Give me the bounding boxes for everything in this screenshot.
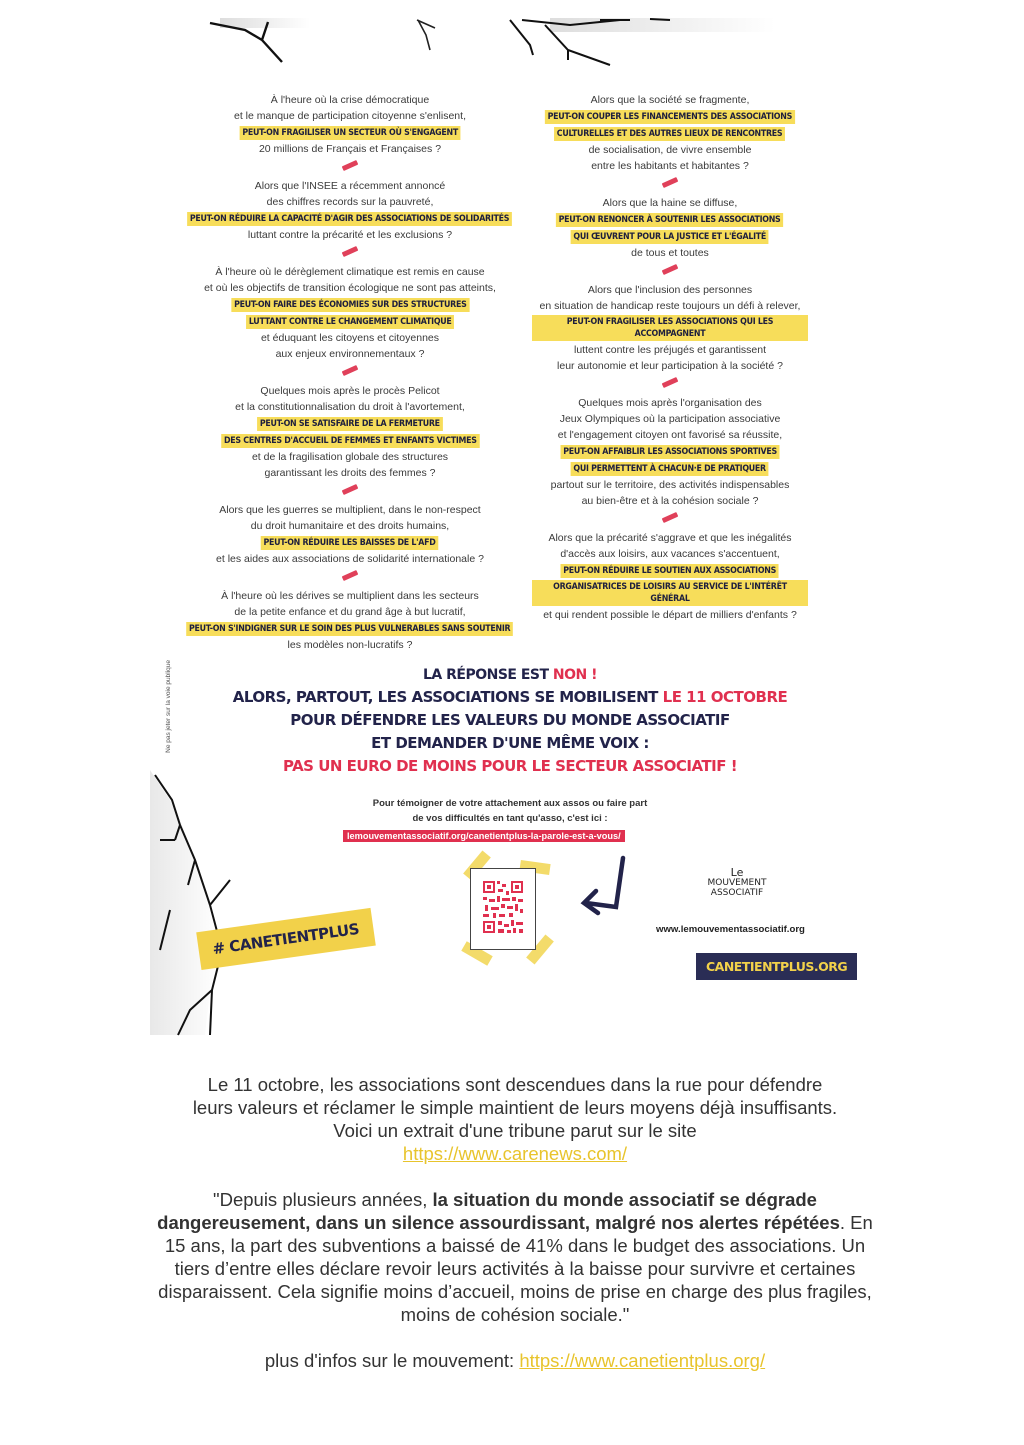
- highlight-text: QUI ŒUVRENT POUR LA JUSTICE ET L'ÉGALITÉ: [571, 230, 769, 244]
- site-url[interactable]: www.lemouvementassociatif.org: [656, 924, 805, 935]
- question-text-line: et qui rendent possible le départ de milliers d'enfants ?: [543, 609, 797, 621]
- qr-code[interactable]: [470, 868, 536, 950]
- separator-dash: [342, 246, 359, 257]
- question-text-line: en situation de handicap reste toujours un défi à relever,: [539, 300, 801, 312]
- highlight-line: [520, 108, 820, 125]
- highlight-text: QUI PERMETTENT À CHACUN·E DE PRATIQUER: [571, 462, 769, 476]
- canetientplus-link[interactable]: https://www.canetientplus.org/: [519, 1350, 766, 1371]
- highlight-text: PEUT-ON FRAGILISER UN SECTEUR OÙ S'ENGAGENT: [239, 126, 460, 140]
- separator-dash: [662, 377, 679, 388]
- question-text-line: Jeux Olympiques où la participation associative: [559, 413, 781, 425]
- right-column: [520, 92, 820, 623]
- highlight-text: CULTURELLES ET DES AUTRES LIEUX DE RENCONTRES: [554, 127, 785, 141]
- headline-line-5: PAS UN EURO DE MOINS POUR LE SECTEUR ASSOCIATIF !: [282, 757, 738, 775]
- question-text-line: À l'heure où le dérèglement climatique est remis en cause: [215, 266, 485, 278]
- canetientplus-badge[interactable]: CANETIENTPLUS.ORG: [696, 953, 857, 980]
- logo-line-1: Le: [730, 866, 744, 879]
- highlight-line: [520, 211, 820, 228]
- highlight-text: PEUT-ON AFFAIBLIR LES ASSOCIATIONS SPORTIVES: [560, 445, 779, 459]
- highlight-line: [520, 443, 820, 460]
- highlight-line: [520, 562, 820, 579]
- question-text-line: Quelques mois après le procès Pelicot: [260, 385, 440, 397]
- highlight-text: PEUT-ON FAIRE DES ÉCONOMIES SUR DES STRUCTURES: [231, 298, 469, 312]
- question-block: [520, 195, 820, 261]
- question-block: [150, 264, 550, 362]
- question-text-line: 20 millions de Français et Françaises ?: [258, 143, 442, 155]
- crack-decoration-left: [150, 760, 270, 1040]
- question-block: [150, 178, 550, 243]
- question-block: [520, 530, 820, 623]
- question-text-line: garantissant les droits des femmes ?: [264, 467, 436, 479]
- separator-dash: [662, 177, 679, 188]
- question-text-line: entre les habitants et habitantes ?: [591, 160, 749, 172]
- quote-start: "Depuis plusieurs années,: [213, 1189, 433, 1210]
- headline-line-1: LA RÉPONSE EST NON !: [422, 667, 598, 683]
- highlight-line: [150, 534, 550, 551]
- left-column: [150, 92, 550, 653]
- question-text-line: partout sur le territoire, des activités indispensables: [550, 479, 790, 491]
- question-block: [150, 92, 550, 157]
- question-text-line: leur autonomie et leur participation à la société ?: [557, 360, 783, 372]
- separator-dash: [342, 484, 359, 495]
- poster: [150, 0, 850, 1040]
- logo-line-2: MOUVEMENT: [707, 878, 767, 888]
- highlight-line: [150, 296, 550, 313]
- question-text-line: et éduquant les citoyens et citoyennes: [260, 332, 440, 344]
- question-text-line: de la petite enfance et du grand âge à but lucratif,: [234, 606, 466, 618]
- cta-text: [280, 796, 740, 826]
- highlight-text: ORGANISATRICES DE LOISIRS AU SERVICE DE L'INTÉRÊT GÉNÉRAL: [532, 580, 808, 606]
- highlight-line: [520, 460, 820, 477]
- question-block: [520, 92, 820, 174]
- highlight-line: [520, 314, 820, 342]
- separator-dash: [342, 570, 359, 581]
- question-text-line: des chiffres records sur la pauvreté,: [266, 196, 434, 208]
- question-text-line: aux enjeux environnementaux ?: [275, 348, 425, 360]
- question-text-line: Alors que la précarité s'aggrave et que les inégalités: [548, 532, 792, 544]
- separator-dash: [342, 365, 359, 376]
- question-text-line: luttant contre la précarité et les exclusions ?: [247, 229, 453, 241]
- cta-line-2: de vos difficultés en tant qu'asso, c'est ici :: [412, 813, 608, 824]
- intro-line-1: Le 11 octobre, les associations sont descendues dans la rue pour défendre: [207, 1074, 823, 1095]
- qr-code-icon: [471, 869, 535, 949]
- carenews-link[interactable]: https://www.carenews.com/: [402, 1143, 628, 1164]
- highlight-text: PEUT-ON FRAGILISER LES ASSOCIATIONS QUI LES ACCOMPAGNENT: [532, 315, 808, 341]
- highlight-line: [150, 313, 550, 330]
- question-text-line: et où les objectifs de transition écologique ne sont pas atteints,: [204, 282, 496, 294]
- more-info: [140, 1349, 890, 1372]
- more-info-label: plus d'infos sur le mouvement:: [264, 1350, 520, 1371]
- question-text-line: Alors que la société se fragmente,: [590, 94, 750, 106]
- question-block: [150, 502, 550, 567]
- cta-url-link[interactable]: lemouvementassociatif.org/canetientplus-la-parole-est-a-vous/: [343, 830, 625, 842]
- highlight-line: [520, 228, 820, 245]
- separator-dash: [342, 160, 359, 171]
- cta-line-1: Pour témoigner de votre attachement aux assos ou faire part: [372, 798, 648, 809]
- intro-line-3: Voici un extrait d'une tribune parut sur le site: [333, 1120, 697, 1141]
- question-text-line: et l'engagement citoyen ont favorisé sa réussite,: [557, 429, 783, 441]
- question-text-line: À l'heure où les dérives se multiplient dans les secteurs: [221, 590, 479, 602]
- question-text-line: À l'heure où la crise démocratique: [270, 94, 430, 106]
- question-text-line: de tous et toutes: [631, 247, 709, 259]
- question-text-line: les modèles non-lucratifs ?: [287, 639, 413, 651]
- question-text-line: du droit humanitaire et des droits humains,: [250, 520, 450, 532]
- hashtag-sticker: # CANETIENTPLUS: [196, 908, 375, 970]
- highlight-line: [150, 620, 550, 637]
- side-note: Ne pas jeter sur la voie publique: [165, 660, 172, 753]
- highlight-line: [150, 124, 550, 141]
- highlight-text: PEUT-ON RENONCER À SOUTENIR LES ASSOCIATIONS: [556, 213, 783, 227]
- highlight-text: PEUT-ON S'INDIGNER SUR LE SOIN DES PLUS VULNERABLES SANS SOUTENIR: [187, 622, 514, 636]
- logo-line-3: ASSOCIATIF: [710, 888, 764, 898]
- highlight-line: [520, 125, 820, 142]
- highlight-text: LUTTANT CONTRE LE CHANGEMENT CLIMATIQUE: [246, 315, 454, 329]
- question-text-line: au bien-être et à la cohésion sociale ?: [581, 495, 759, 507]
- le-mouvement-associatif-logo: [702, 868, 772, 898]
- highlight-line: [520, 579, 820, 607]
- question-text-line: d'accès aux loisirs, aux vacances s'accentuent,: [560, 548, 780, 560]
- quote-rest: . En 15 ans, la part des subventions a baissé de 41% dans le budget des associations. Un tiers d’entre elles déclare revoir leurs activités à la baisse pour survivre et certaines disparaissent. Cela signifie moins d’accueil, moins de prise en charge des plus fragiles, moins de cohésion sociale.": [158, 1212, 873, 1325]
- highlight-text: PEUT-ON COUPER LES FINANCEMENTS DES ASSOCIATIONS: [545, 110, 795, 124]
- question-text-line: et les aides aux associations de solidarité internationale ?: [216, 553, 484, 565]
- highlight-line: [150, 210, 550, 227]
- highlight-line: [150, 432, 550, 449]
- crack-decoration-top: [150, 0, 790, 70]
- quote-bold: la situation du monde associatif se dégrade dangereusement, dans un silence assourdissant, malgré nos alertes répétées: [157, 1189, 840, 1233]
- separator-dash: [662, 264, 679, 275]
- question-text-line: Alors que l'INSEE a récemment annoncé: [254, 180, 446, 192]
- question-text-line: Alors que les guerres se multiplient, dans le non-respect: [219, 504, 481, 516]
- question-text-line: et de la fragilisation globale des structures: [251, 451, 449, 463]
- highlight-text: PEUT-ON RÉDUIRE LA CAPACITÉ D'AGIR DES ASSOCIATIONS DE SOLIDARITÉS: [188, 212, 513, 226]
- question-block: [520, 395, 820, 509]
- highlight-line: [150, 415, 550, 432]
- highlight-text: PEUT-ON SE SATISFAIRE DE LA FERMETURE: [257, 417, 442, 431]
- headline-line-4: ET DEMANDER D'UNE MÊME VOIX :: [371, 734, 649, 752]
- question-block: [150, 383, 550, 481]
- article-body: [140, 1073, 890, 1372]
- separator-dash: [662, 512, 679, 523]
- headline-line-3: POUR DÉFENDRE LES VALEURS DU MONDE ASSOCIATIF: [290, 711, 730, 729]
- question-text-line: et le manque de participation citoyenne s'enlisent,: [234, 110, 466, 122]
- headline: [230, 664, 790, 778]
- question-text-line: Alors que la haine se diffuse,: [602, 197, 738, 209]
- question-block: [520, 282, 820, 374]
- arrow-icon: [578, 855, 638, 920]
- question-text-line: luttent contre les préjugés et garantissent: [573, 344, 767, 356]
- question-text-line: Quelques mois après l'organisation des: [578, 397, 762, 409]
- intro-line-2: leurs valeurs et réclamer le simple maintient de leurs moyens déjà insuffisants.: [192, 1097, 838, 1118]
- question-text-line: Alors que l'inclusion des personnes: [587, 284, 753, 296]
- question-text-line: de socialisation, de vivre ensemble: [588, 144, 752, 156]
- highlight-text: DES CENTRES D'ACCUEIL DE FEMMES ET ENFANTS VICTIMES: [221, 434, 479, 448]
- quote: [140, 1188, 890, 1326]
- highlight-text: PEUT-ON RÉDUIRE LES BAISSES DE L'AFD: [261, 536, 439, 550]
- question-text-line: et la constitutionnalisation du droit à l'avortement,: [235, 401, 465, 413]
- headline-line-2: ALORS, PARTOUT, LES ASSOCIATIONS SE MOBILISENT LE 11 OCTOBRE: [232, 688, 788, 706]
- highlight-text: PEUT-ON RÉDUIRE LE SOUTIEN AUX ASSOCIATIONS: [561, 564, 779, 578]
- question-block: [150, 588, 550, 653]
